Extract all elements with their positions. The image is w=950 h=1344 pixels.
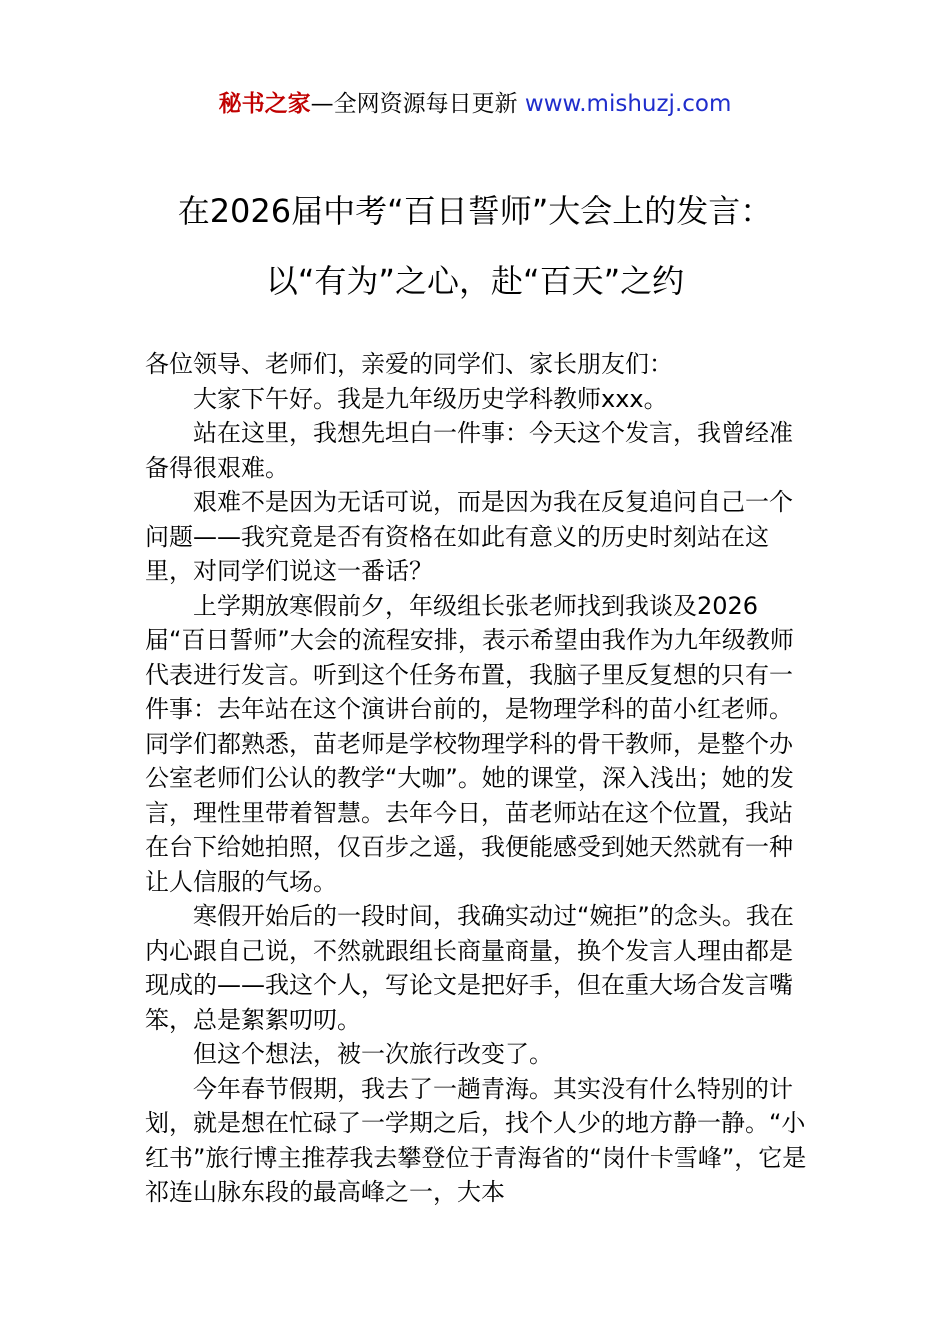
paragraph-3: 艰难不是因为无话可说，而是因为我在反复追问自己一个问题——我究竟是否有资格在如此有意义的历史时刻站在这里，对同学们说这一番话？ (145, 488, 793, 585)
paragraph-2: 站在这里，我想先坦白一件事：今天这个发言，我曾经准备得很艰难。 (145, 419, 793, 482)
paragraph-1: 大家下午好。我是九年级历史学科教师xxx。 (193, 384, 668, 413)
paragraph-6: 但这个想法，被一次旅行改变了。 (193, 1040, 553, 1068)
site-header (0, 88, 950, 120)
paragraph-5: 寒假开始后的一段时间，我确实动过“婉拒”的念头。我在内心跟自己说，不然就跟组长商量商量，换个发言人理由都是现成的——我这个人，写论文是把好手，但在重大场合发言嘴笨，总是絮絮叨叨。 (145, 902, 794, 1034)
paragraph-4: 上学期放寒假前夕，年级组长张老师找到我谈及2026届“百日誓师”大会的流程安排，表示希望由我作为九年级教师代表进行发言。听到这个任务布置，我脑子里反复想的只有一件事：去年站在这个演讲台前的，是物理学科的苗小红老师。同学们都熟悉，苗老师是学校物理学科的骨干教师，是整个办公室老师们公认的教学“大咖”。她的课堂，深入浅出；她的发言，理性里带着智慧。去年今日，苗老师站在这个位置，我站在台下给她拍照，仅百步之遥，我便能感受到她天然就有一种让人信服的气场。 (145, 591, 794, 896)
document-title-line-1: 在2026届中考“百日誓师”大会上的发言： (177, 192, 773, 230)
site-brand: 秘书之家 (218, 91, 311, 117)
document-body (145, 347, 810, 1210)
salutation: 各位领导、老师们，亲爱的同学们、家长朋友们： (145, 350, 673, 378)
paragraph-7: 今年春节假期，我去了一趟青海。其实没有什么特别的计划，就是想在忙碌了一学期之后，找个人少的地方静一静。“小红书”旅行博主推荐我去攀登位于青海省的“岗什卡雪峰”，它是祁连山脉东段的最高峰之一，大本 (145, 1074, 807, 1206)
site-url-link[interactable]: www.mishuzj.com (524, 91, 732, 117)
document-title-line-2: 以“有为”之心，赴“百天”之约 (265, 262, 685, 300)
site-tagline: —全网资源每日更新 (310, 91, 525, 117)
